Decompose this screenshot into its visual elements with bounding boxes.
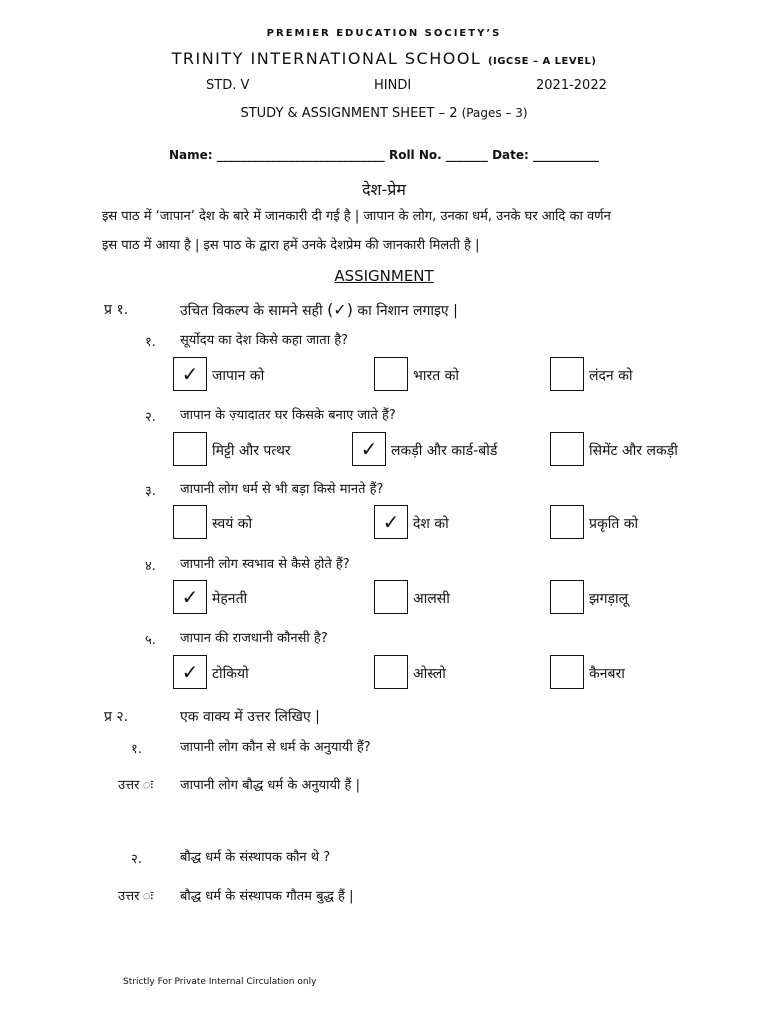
- q2-number: प्र २.: [104, 709, 129, 725]
- option-checkbox[interactable]: [374, 357, 408, 391]
- society-name: PREMIER EDUCATION SOCIETY’S: [266, 28, 502, 39]
- option-checkbox[interactable]: ✓: [173, 357, 207, 391]
- answer-label: उत्तर ः: [118, 778, 154, 793]
- sheet-title-text: STUDY & ASSIGNMENT SHEET – 2: [240, 106, 458, 121]
- option-label: भारत को: [413, 368, 460, 384]
- option-label: सिमेंट और लकड़ी: [589, 443, 678, 459]
- option-label: लंदन को: [589, 368, 633, 384]
- school-name: [0, 49, 768, 68]
- q2-item-question: जापानी लोग कौन से धर्म के अनुयायी हैं?: [180, 740, 371, 755]
- school-title: TRINITY INTERNATIONAL SCHOOL: [171, 49, 482, 68]
- q2-instruction: एक वाक्य में उत्तर लिखिए |: [180, 709, 320, 725]
- option-label: प्रकृति को: [589, 516, 639, 532]
- q1-item-number: ५.: [145, 633, 156, 648]
- sheet-title: [0, 106, 768, 121]
- q1-item-question: जापानी लोग धर्म से भी बड़ा किसे मानते हैं?: [180, 482, 384, 497]
- roll-number-field[interactable]: Roll No. _______: [388, 148, 488, 162]
- q2-item-answer: जापानी लोग बौद्ध धर्म के अनुयायी हैं |: [180, 778, 360, 793]
- q1-item-question: जापान के ज़्यादातर घर किसके बनाए जाते हैं?: [180, 408, 396, 423]
- option-checkbox[interactable]: [374, 580, 408, 614]
- q2-item-number: १.: [131, 742, 142, 757]
- q2-item-question: बौद्ध धर्म के संस्थापक कौन थे ?: [180, 850, 331, 865]
- subject-label: HINDI: [374, 78, 412, 93]
- option-label: जापान को: [212, 368, 265, 384]
- q1-number: प्र १.: [104, 302, 129, 318]
- chapter-title: देश-प्रेम: [362, 180, 406, 199]
- assignment-heading: ASSIGNMENT: [334, 267, 434, 285]
- option-label: मेहनती: [212, 591, 248, 607]
- option-checkbox[interactable]: ✓: [173, 580, 207, 614]
- option-checkbox[interactable]: [550, 432, 584, 466]
- option-checkbox[interactable]: ✓: [374, 505, 408, 539]
- option-checkbox[interactable]: [550, 580, 584, 614]
- q1-item-question: जापानी लोग स्वभाव से कैसे होते हैं?: [180, 557, 350, 572]
- option-label: आलसी: [413, 591, 450, 607]
- q1-item-number: १.: [145, 335, 156, 350]
- standard-label: STD. V: [206, 78, 250, 93]
- academic-year: 2021-2022: [536, 78, 607, 93]
- q1-instruction: [180, 300, 458, 320]
- q2-item-answer: बौद्ध धर्म के संस्थापक गौतम बुद्ध हैं |: [180, 889, 354, 904]
- school-curriculum: (IGCSE – A LEVEL): [487, 56, 597, 67]
- option-checkbox[interactable]: [173, 505, 207, 539]
- option-checkbox[interactable]: [550, 357, 584, 391]
- option-checkbox[interactable]: [374, 655, 408, 689]
- option-checkbox[interactable]: ✓: [173, 655, 207, 689]
- option-checkbox[interactable]: [550, 655, 584, 689]
- option-label: देश को: [413, 516, 449, 532]
- option-checkbox[interactable]: [173, 432, 207, 466]
- option-label: टोकियो: [212, 666, 249, 682]
- q1-instruction-pre: उचित विकल्प के सामने सही: [180, 303, 323, 319]
- q1-item-question: जापान की राजधानी कौनसी है?: [180, 631, 328, 646]
- q1-item-number: ४.: [145, 559, 156, 574]
- option-checkbox[interactable]: ✓: [352, 432, 386, 466]
- option-label: झगड़ालू: [589, 591, 629, 607]
- answer-label: उत्तर ः: [118, 889, 154, 904]
- q1-instruction-post: का निशान लगाइए |: [357, 303, 458, 319]
- option-checkbox[interactable]: [550, 505, 584, 539]
- intro-line-2: इस पाठ में आया है | इस पाठ के द्वारा हमें उनके देशप्रेम की जानकारी मिलती है |: [102, 238, 480, 253]
- student-info-line: [0, 148, 768, 162]
- tick-symbol: (✓): [327, 300, 353, 319]
- circulation-footer: Strictly For Private Internal Circulation only: [123, 977, 317, 987]
- option-label: कैनबरा: [589, 666, 625, 682]
- page-count: (Pages – 3): [461, 106, 528, 120]
- q2-item-number: २.: [131, 852, 142, 867]
- name-field[interactable]: Name: ____________________________: [169, 148, 385, 162]
- q1-item-question: सूर्योदय का देश किसे कहा जाता है?: [180, 333, 349, 348]
- intro-line-1: इस पाठ में ‘जापान’ देश के बारे में जानकारी दी गई है | जापान के लोग, उनका धर्म, उनके घर आदि का वर्णन: [102, 209, 611, 224]
- option-label: लकड़ी और कार्ड-बोर्ड: [391, 443, 498, 459]
- date-field[interactable]: Date: ___________: [492, 148, 599, 162]
- option-label: मिट्टी और पत्थर: [212, 443, 291, 459]
- q1-item-number: ३.: [145, 484, 156, 499]
- option-label: स्वयं को: [212, 516, 253, 532]
- option-label: ओस्लो: [413, 666, 446, 682]
- q1-item-number: २.: [145, 410, 156, 425]
